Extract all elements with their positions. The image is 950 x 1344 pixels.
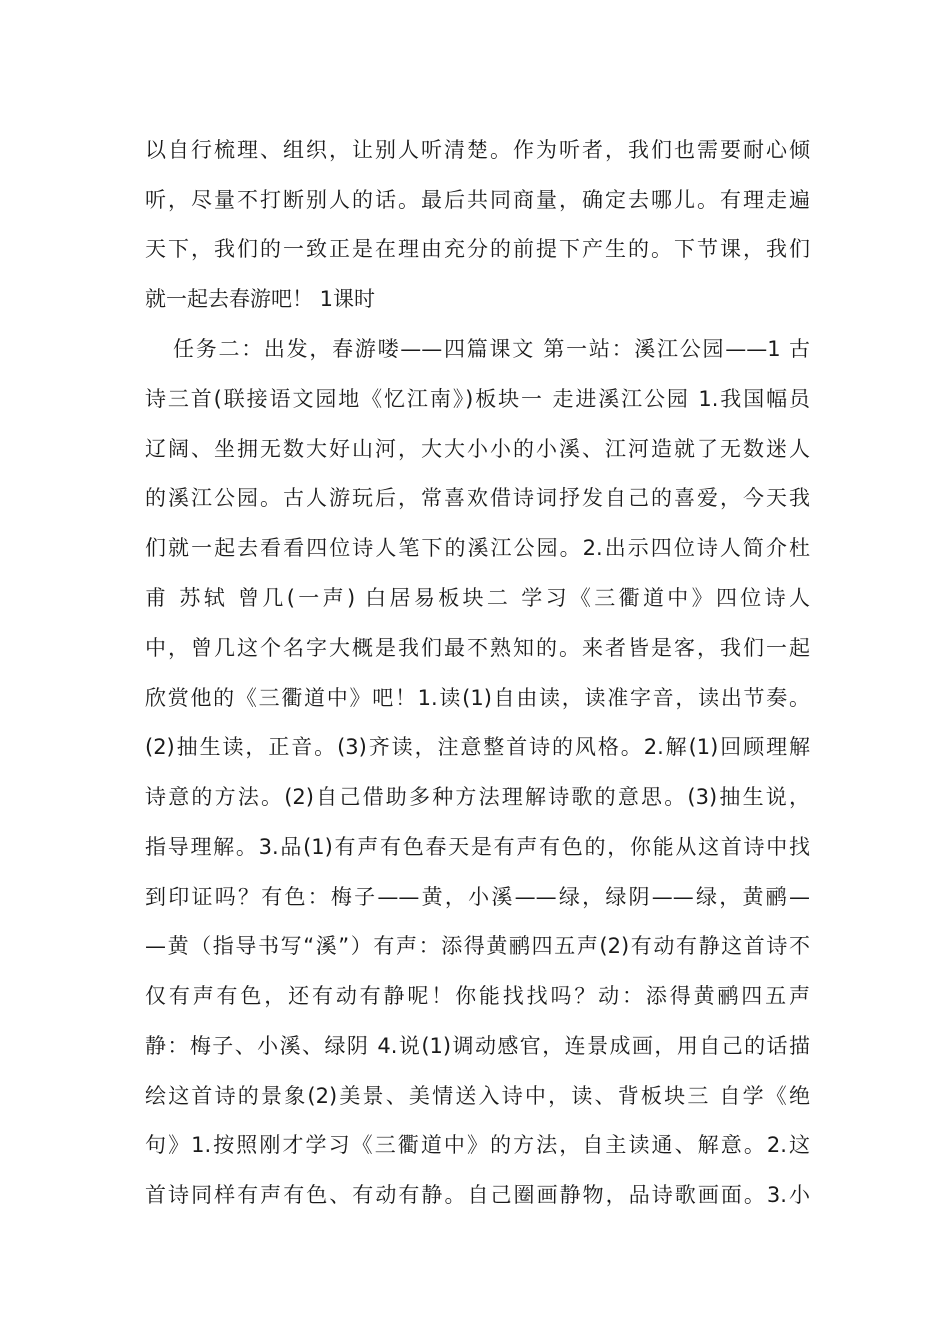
text-line-19: 静：梅子、小溪、绿阴 4.说(1)调动感官，连景成画，用自己的话描 (145, 1034, 810, 1058)
text-line-12: 欣赏他的《三衢道中》吧！1.读(1)自由读，读准字音，读出节奏。 (145, 686, 810, 710)
text-line-5: 任务二：出发，春游喽——四篇课文 第一站：溪江公园——1 古 (173, 337, 810, 361)
text-line-20: 绘这首诗的景象(2)美景、美情送入诗中，读、背板块三 自学《绝 (145, 1084, 810, 1108)
text-line-1: 以自行梳理、组织，让别人听清楚。作为听者，我们也需要耐心倾 (145, 138, 810, 162)
text-line-3: 天下，我们的一致正是在理由充分的前提下产生的。下节课，我们 (145, 237, 810, 261)
text-line-4: 就一起去春游吧！ 1课时 (145, 287, 376, 311)
text-line-8: 的溪江公园。古人游玩后，常喜欢借诗词抒发自己的喜爱，今天我 (145, 486, 810, 510)
text-line-13: (2)抽生读，正音。(3)齐读，注意整首诗的风格。2.解(1)回顾理解 (145, 735, 810, 759)
text-line-11: 中，曾几这个名字大概是我们最不熟知的。来者皆是客，我们一起 (145, 636, 810, 660)
text-line-22: 首诗同样有声有色、有动有静。自己圈画静物，品诗歌画面。3.小 (145, 1183, 810, 1207)
text-line-7: 辽阔、坐拥无数大好山河，大大小小的小溪、江河造就了无数迷人 (145, 437, 810, 461)
text-line-16: 到印证吗？有色：梅子——黄，小溪——绿，绿阴——绿，黄鹂— (145, 885, 810, 909)
text-line-15: 指导理解。3.品(1)有声有色春天是有声有色的，你能从这首诗中找 (145, 835, 810, 859)
text-line-17: —黄（指导书写“溪”）有声：添得黄鹂四五声(2)有动有静这首诗不 (145, 934, 810, 958)
text-line-14: 诗意的方法。(2)自己借助多种方法理解诗歌的意思。(3)抽生说， (145, 785, 810, 809)
text-line-2: 听，尽量不打断别人的话。最后共同商量，确定去哪儿。有理走遍 (145, 188, 810, 212)
text-line-18: 仅有声有色，还有动有静呢！你能找找吗？动：添得黄鹂四五声 (145, 984, 810, 1008)
text-line-10: 甫 苏轼 曾几(一声) 白居易板块二 学习《三衢道中》四位诗人 (145, 586, 810, 610)
text-line-6: 诗三首(联接语文园地《忆江南》)板块一 走进溪江公园 1.我国幅员 (145, 387, 810, 411)
text-line-21: 句》1.按照刚才学习《三衢道中》的方法，自主读通、解意。2.这 (145, 1133, 810, 1157)
text-line-9: 们就一起去看看四位诗人笔下的溪江公园。2.出示四位诗人简介杜 (145, 536, 810, 560)
